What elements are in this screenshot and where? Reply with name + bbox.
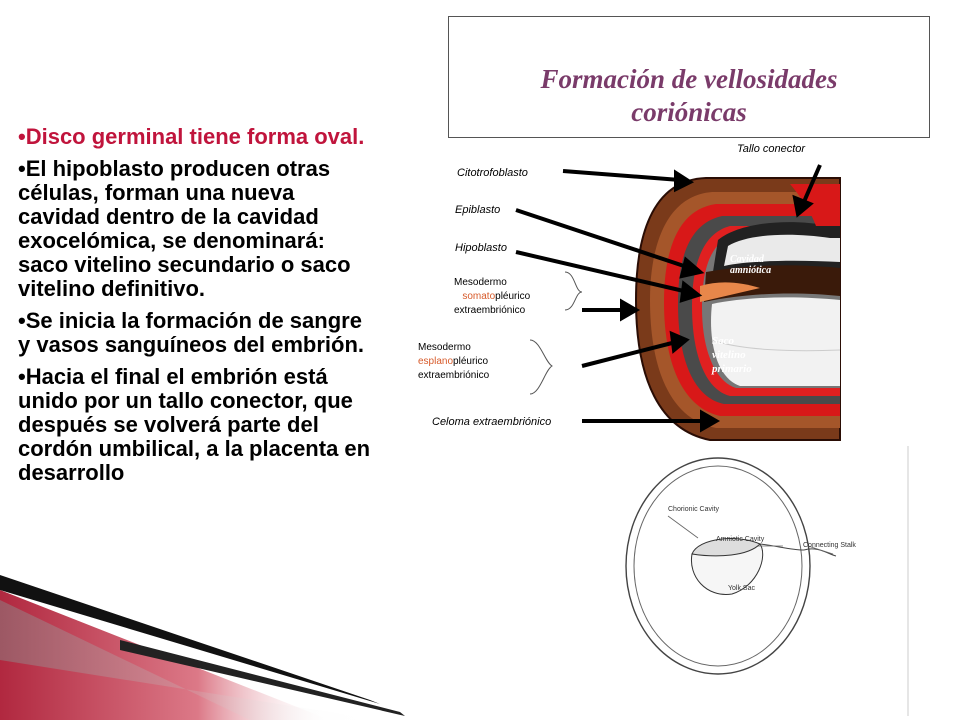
label-epiblasto: Epiblasto [455,204,501,216]
label-saco-vitelino: Saco vitelino primario [712,335,752,375]
label-hipoblasto: Hipoblasto [455,242,507,254]
label-mesodermo-esplano: Mesodermo esplanopléurico extraembriónico [418,342,490,381]
label-citotrofoblasto: Citotrofoblasto [457,167,528,179]
bullet-2: •El hipoblasto producen otras células, forman una nueva cavidad dentro de la cavidad exocelómica, se denominará: saco vitelino secundario o saco vitelino definitivo. [18,156,351,301]
label-celoma: Celoma extraembriónico [432,416,552,428]
sketch-label-connecting: Connecting Stalk [803,542,856,549]
label-tallo-conector: Tallo conector [737,143,806,155]
label-cavidad-amniotica: Cavidad amniótica [730,254,772,276]
sketch-label-yolk: Yolk Sac [728,585,755,592]
diagram-title: Formación de vellosidades coriónicas [540,64,838,127]
bullet-4: •Hacia el final el embrión está unido por un tallo conector, que después se volverá parte del cordón umbilical, a la placenta en desarrollo [18,364,371,485]
sketch-label-chorionic: Chorionic Cavity [668,506,719,513]
sketch-diagram [608,446,928,716]
bullet-3: •Se inicia la formación de sangre y vasos sanguíneos del embrión. [18,308,364,357]
bullet-1: •Disco germinal tiene forma oval. [18,124,365,149]
label-mesodermo-somato: Mesodermo somatopléurico extraembriónico [454,277,531,316]
sketch-label-amniotic: Amniotic Cavity [716,536,765,543]
